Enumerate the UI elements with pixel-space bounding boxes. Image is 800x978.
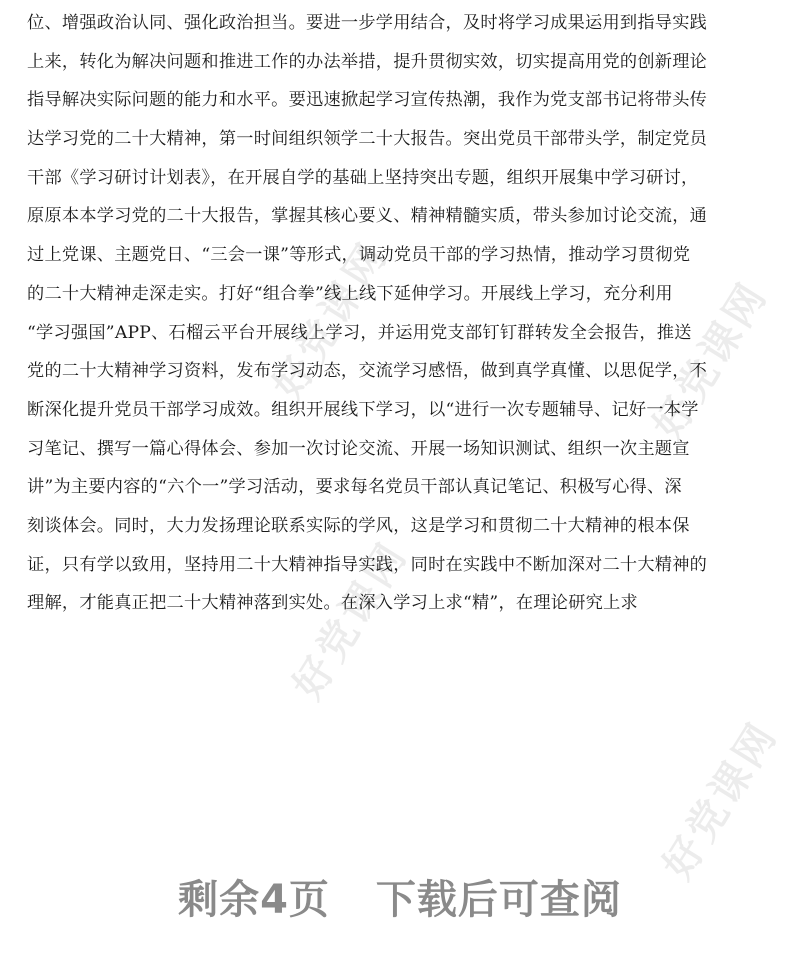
body-line: 位、增强政治认同、强化政治担当。要进一步学用结合，及时将学习成果运用到指导实践 (27, 13, 708, 33)
body-line: 习笔记、撰写一篇心得体会、参加一次讨论交流、开展一场知识测试、组织一次主题宣 (27, 438, 690, 459)
download-prompt-banner[interactable] (0, 868, 800, 925)
watermark: 好党课网 (284, 533, 418, 708)
remaining-pages-label: 剩余4页 (178, 877, 330, 923)
body-line: 指导解决实际问题的能力和水平。要迅速掀起学习宣传热潮，我作为党支部书记将带头传 (27, 90, 708, 111)
download-hint-label: 下载后可查阅 (375, 877, 622, 923)
body-line: 的二十大精神走深走实。打好“组合拳”线上线下延伸学习。开展线上学习，充分利用 (27, 283, 673, 304)
watermark: 好党课网 (264, 233, 398, 408)
body-line: “学习强国”APP、石榴云平台开展线上学习，并运用党支部钉钉群转发全会报告，推送 (27, 322, 692, 343)
body-line: 证，只有学以致用，坚持用二十大精神指导实践，同时在实践中不断加深对二十大精神的 (27, 554, 708, 575)
body-line: 达学习党的二十大精神，第一时间组织领学二十大报告。突出党员干部带头学，制定党员 (27, 129, 708, 150)
document-body (27, 4, 779, 623)
body-line: 上来，转化为解决问题和推进工作的办法举措，提升贯彻实效，切实提高用党的创新理论 (27, 51, 708, 72)
body-line: 断深化提升党员干部学习成效。组织开展线下学习，以“进行一次专题辅导、记好一本学 (27, 399, 699, 420)
body-line: 党的二十大精神学习资料，发布学习动态，交流学习感悟，做到真学真懂、以思促学，不 (27, 361, 708, 382)
body-line: 干部《学习研讨计划表》，在开展自学的基础上坚持突出专题，组织开展集中学习研讨， (27, 167, 699, 188)
body-line: 原原本本学习党的二十大报告，掌握其核心要义、精神精髓实质，带头参加讨论交流，通 (27, 206, 708, 227)
body-line: 讲”为主要内容的“六个一”学习活动，要求每名党员干部认真记笔记、积极写心得、深 (27, 477, 682, 498)
body-line: 过上党课、主题党日、“三会一课”等形式，调动党员干部的学习热情，推动学习贯彻党 (27, 245, 691, 266)
body-line: 理解，才能真正把二十大精神落到实处。在深入学习上求“精”，在理论研究上求 (27, 593, 638, 614)
watermark: 好党课网 (654, 713, 788, 888)
body-line: 刻谈体会。同时，大力发扬理论联系实际的学风，这是学习和贯彻二十大精神的根本保 (27, 515, 690, 536)
watermark: 好党课网 (644, 273, 778, 448)
